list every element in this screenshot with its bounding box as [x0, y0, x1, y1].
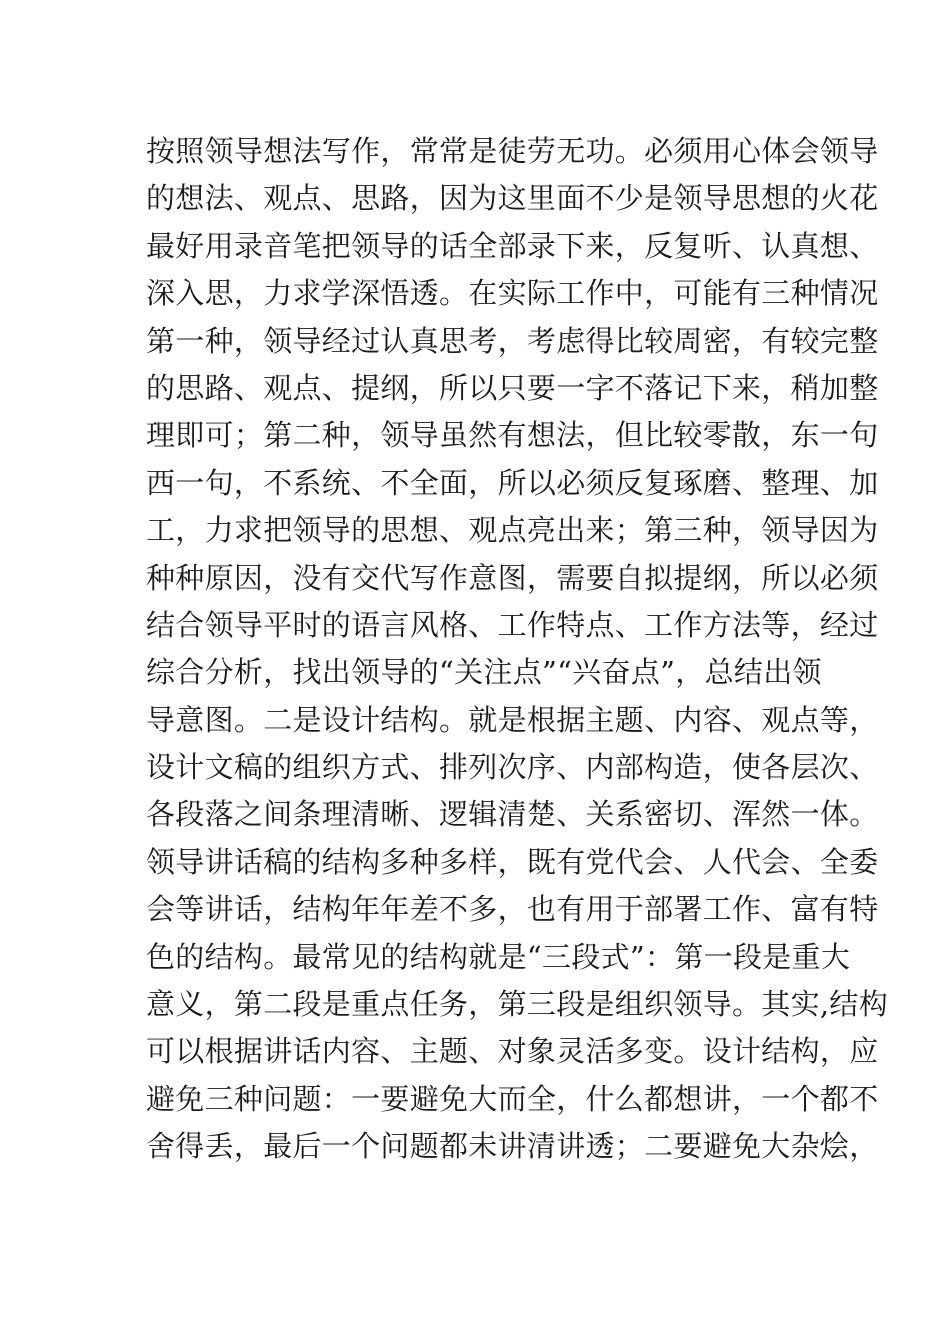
text-line: 结合领导平时的语言风格、工作特点、工作方法等，经过 [146, 607, 879, 642]
text-line: 各段落之间条理清晰、逻辑清楚、关系密切、浑然一体。 [146, 797, 879, 832]
text-line: 领导讲话稿的结构多种多样，既有党代会、人代会、全委 [146, 844, 879, 879]
text-line: 第一种，领导经过认真思考，考虑得比较周密，有较完整 [146, 323, 879, 358]
text-line: 深入思，力求学深悟透。在实际工作中，可能有三种情况 [146, 276, 879, 311]
text-line: 舍得丢，最后一个问题都未讲清讲透；二要避免大杂烩， [146, 1129, 879, 1164]
text-line: 西一句，不系统、不全面，所以必须反复琢磨、整理、加 [146, 465, 879, 500]
text-line: 综合分析，找出领导的“关注点”“兴奋点”，总结出领 [146, 655, 822, 690]
text-line: 导意图。二是设计结构。就是根据主题、内容、观点等， [146, 702, 879, 737]
text-line: 设计文稿的组织方式、排列次序、内部构造，使各层次、 [146, 750, 879, 785]
text-line: 避免三种问题：一要避免大而全，什么都想讲，一个都不 [146, 1081, 879, 1116]
text-line: 按照领导想法写作，常常是徒劳无功。必须用心体会领导 [146, 134, 879, 168]
text-line: 意义，第二段是重点任务，第三段是组织领导。其实,结构 [146, 987, 889, 1022]
text-line: 最好用录音笔把领导的话全部录下来，反复听、认真想、 [146, 228, 879, 263]
body-text [146, 128, 889, 1171]
text-line: 会等讲话，结构年年差不多，也有用于部署工作、富有特 [146, 892, 879, 927]
text-line: 的想法、观点、思路，因为这里面不少是领导思想的火花 [146, 181, 879, 216]
text-line: 的思路、观点、提纲，所以只要一字不落记下来，稍加整 [146, 370, 879, 405]
text-line: 种种原因，没有交代写作意图，需要自拟提纲，所以必须 [146, 560, 879, 595]
text-line: 理即可；第二种，领导虽然有想法，但比较零散，东一句 [146, 418, 879, 453]
text-line: 工，力求把领导的思想、观点亮出来；第三种，领导因为 [146, 513, 879, 548]
text-line: 色的结构。最常见的结构就是“三段式”：第一段是重大 [146, 939, 851, 974]
text-line: 可以根据讲话内容、主题、对象灵活多变。设计结构，应 [146, 1034, 879, 1069]
